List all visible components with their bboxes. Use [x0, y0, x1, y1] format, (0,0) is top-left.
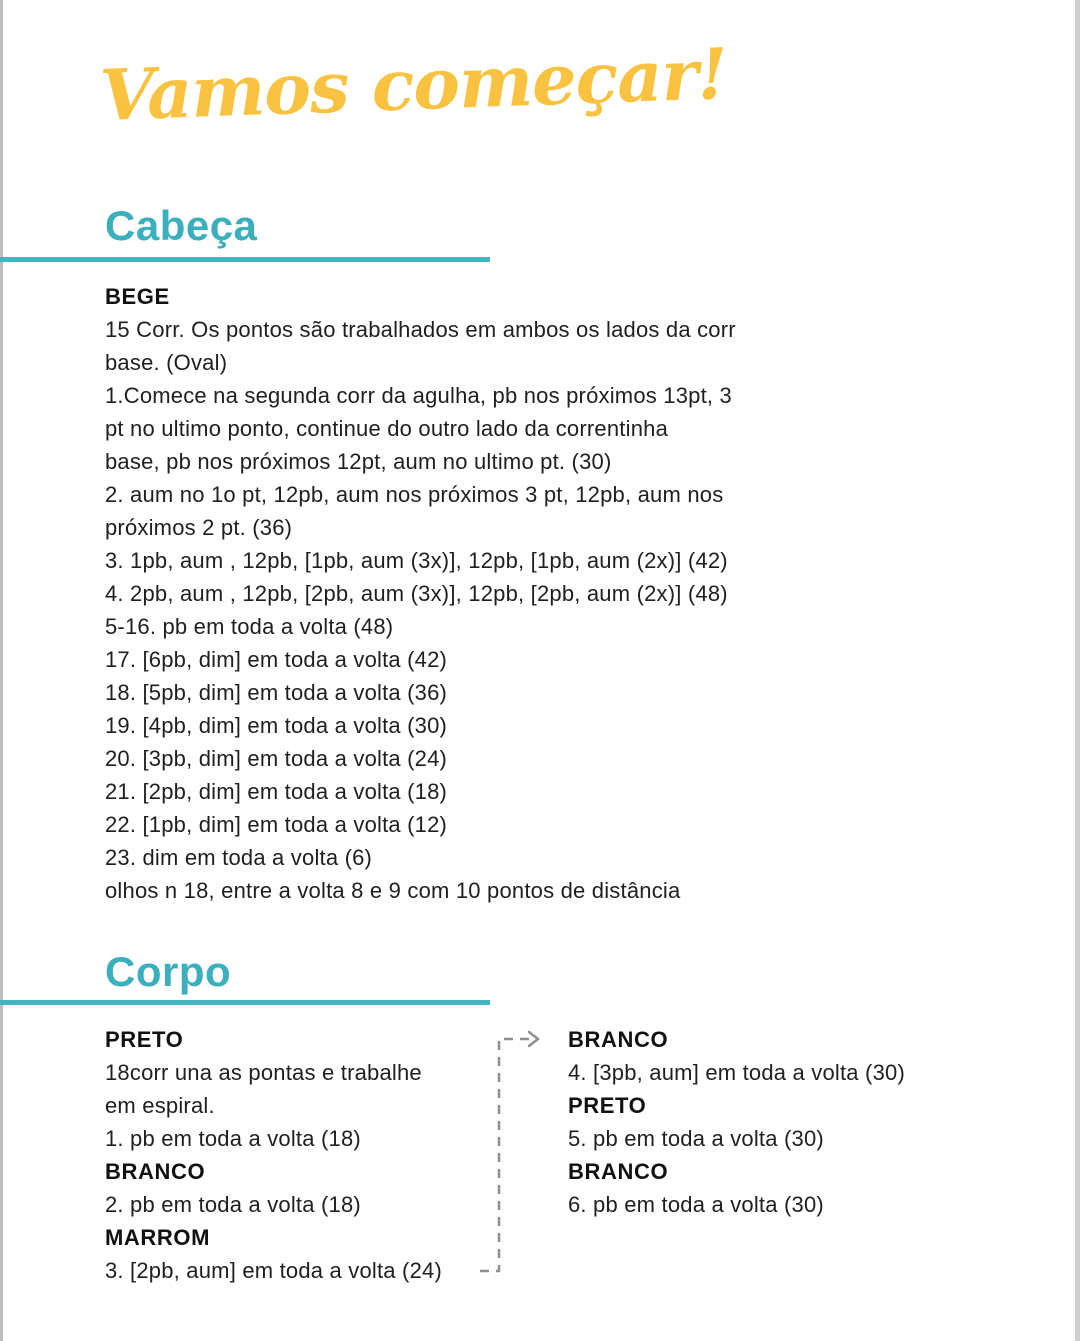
instruction-line: 2. aum no 1o pt, 12pb, aum nos próximos 3 pt, 12pb, aum nos [105, 482, 724, 507]
instruction-line: 15 Corr. Os pontos são trabalhados em ambos os lados da corr [105, 317, 736, 342]
instruction-line: base. (Oval) [105, 350, 228, 375]
cabeca-instructions [105, 280, 845, 907]
section-heading-corpo: Corpo [105, 948, 232, 995]
instruction-line: 18corr una as pontas e trabalhe [105, 1060, 422, 1085]
corpo-right-column [568, 1023, 988, 1221]
instruction-line: BEGE [105, 284, 170, 309]
instruction-line: 4. 2pb, aum , 12pb, [2pb, aum (3x)], 12pb, [2pb, aum (2x)] (48) [105, 581, 728, 606]
instruction-line: PRETO [105, 1027, 184, 1052]
instruction-line: em espiral. [105, 1093, 215, 1118]
instruction-line: 19. [4pb, dim] em toda a volta (30) [105, 713, 448, 738]
instruction-line: 18. [5pb, dim] em toda a volta (36) [105, 680, 448, 705]
instruction-line: 3. [2pb, aum] em toda a volta (24) [105, 1258, 442, 1283]
page-right-edge [1075, 0, 1080, 1341]
section-heading-cabeca: Cabeça [105, 202, 258, 249]
instruction-line: base, pb nos próximos 12pt, aum no ultimo pt. (30) [105, 449, 612, 474]
instruction-line: próximos 2 pt. (36) [105, 515, 293, 540]
corpo-left-column [105, 1023, 505, 1287]
instruction-line: 22. [1pb, dim] em toda a volta (12) [105, 812, 448, 837]
instruction-line: 6. pb em toda a volta (30) [568, 1192, 824, 1217]
instruction-line: 23. dim em toda a volta (6) [105, 845, 373, 870]
instruction-line: PRETO [568, 1093, 647, 1118]
flow-arrow-icon [472, 1025, 558, 1279]
instruction-line: 4. [3pb, aum] em toda a volta (30) [568, 1060, 905, 1085]
instruction-line: BRANCO [105, 1159, 206, 1184]
page-title: Vamos começar! [98, 32, 729, 137]
instruction-line: 20. [3pb, dim] em toda a volta (24) [105, 746, 448, 771]
section-underline-corpo [0, 1000, 490, 1005]
instruction-line: 5-16. pb em toda a volta (48) [105, 614, 394, 639]
section-underline-cabeca [0, 257, 490, 262]
instruction-line: olhos n 18, entre a volta 8 e 9 com 10 pontos de distância [105, 878, 681, 903]
instruction-line: 1. pb em toda a volta (18) [105, 1126, 361, 1151]
instruction-line: MARROM [105, 1225, 211, 1250]
page-left-edge [0, 0, 3, 1341]
instruction-line: BRANCO [568, 1159, 669, 1184]
instruction-line: 1.Comece na segunda corr da agulha, pb nos próximos 13pt, 3 [105, 383, 732, 408]
instruction-line: pt no ultimo ponto, continue do outro lado da correntinha [105, 416, 669, 441]
instruction-line: 2. pb em toda a volta (18) [105, 1192, 361, 1217]
instruction-line: BRANCO [568, 1027, 669, 1052]
instruction-line: 5. pb em toda a volta (30) [568, 1126, 824, 1151]
instruction-line: 17. [6pb, dim] em toda a volta (42) [105, 647, 448, 672]
instruction-line: 21. [2pb, dim] em toda a volta (18) [105, 779, 448, 804]
instruction-line: 3. 1pb, aum , 12pb, [1pb, aum (3x)], 12pb, [1pb, aum (2x)] (42) [105, 548, 728, 573]
